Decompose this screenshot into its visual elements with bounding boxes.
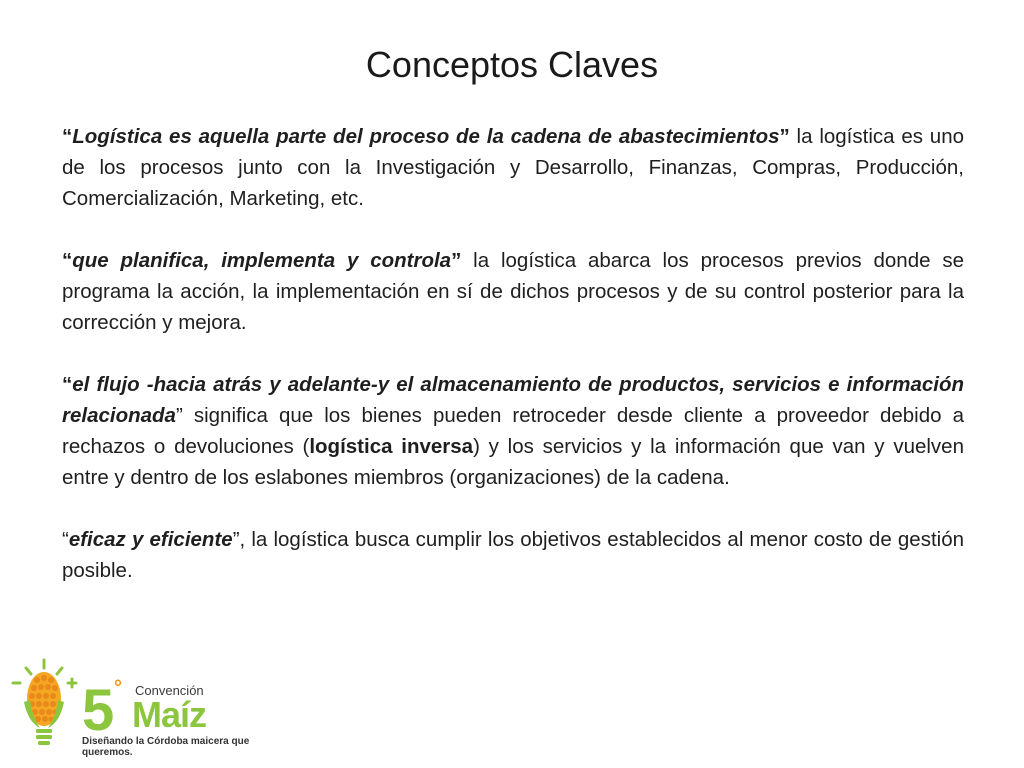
logo-tagline: Diseñando la Córdoba maicera que queremos.	[82, 736, 250, 758]
paragraph-eficaz	[62, 524, 964, 586]
paragraph-text: la logística es uno de los procesos junto con la Investigación y Desarrollo, Finanzas, Compras, Producción, Comercialización, Marketing, etc.	[62, 125, 964, 210]
term-eficaz: eficaz y eficiente	[68, 528, 233, 551]
slide-title: Conceptos Claves	[365, 44, 659, 85]
open-quote: “	[62, 125, 73, 148]
slide-body	[62, 121, 964, 586]
open-quote: “	[62, 528, 69, 551]
logo-degree: °	[114, 677, 122, 699]
paragraph-text-b: ) y los servicios y la información que van y vuelven entre y dentro de los eslabones miembros (organizaciones) de la cadena.	[62, 435, 964, 489]
term-planifica: que planifica, implementa y controla	[72, 249, 452, 272]
close-quote: ”	[175, 404, 183, 427]
close-quote: ”	[779, 125, 790, 148]
paragraph-text: , la logística busca cumplir los objetivos establecidos al menor costo de gestión posible.	[62, 528, 964, 582]
paragraph-flujo	[62, 369, 964, 493]
term-logistica-inversa: logística inversa	[309, 435, 474, 458]
paragraph-logistica	[62, 121, 964, 214]
close-quote: ”	[451, 249, 462, 272]
logo-number: 5	[82, 678, 115, 743]
term-flujo: el flujo -hacia atrás y adelante-y el almacenamiento de productos, servicios e información relacionada	[62, 373, 964, 427]
paragraph-text-a: significa que los bienes pueden retroceder desde cliente a proveedor debido a rechazos o devoluciones (	[62, 404, 964, 458]
open-quote: “	[62, 373, 73, 396]
close-quote: ”	[232, 528, 240, 551]
corn-bulb-icon	[13, 660, 76, 745]
term-logistica: Logística es aquella parte del proceso de la cadena de abastecimientos	[72, 125, 780, 148]
logo-convencion: Convención	[135, 683, 204, 698]
logo-maiz: Maíz	[132, 694, 207, 735]
open-quote: “	[62, 249, 73, 272]
convencion-maiz-logo	[10, 656, 280, 756]
paragraph-text: la logística abarca los procesos previos donde se programa la acción, la implementación en sí de dichos procesos y de su control posterior para la corrección y mejora.	[62, 249, 964, 334]
paragraph-planifica	[62, 245, 964, 338]
